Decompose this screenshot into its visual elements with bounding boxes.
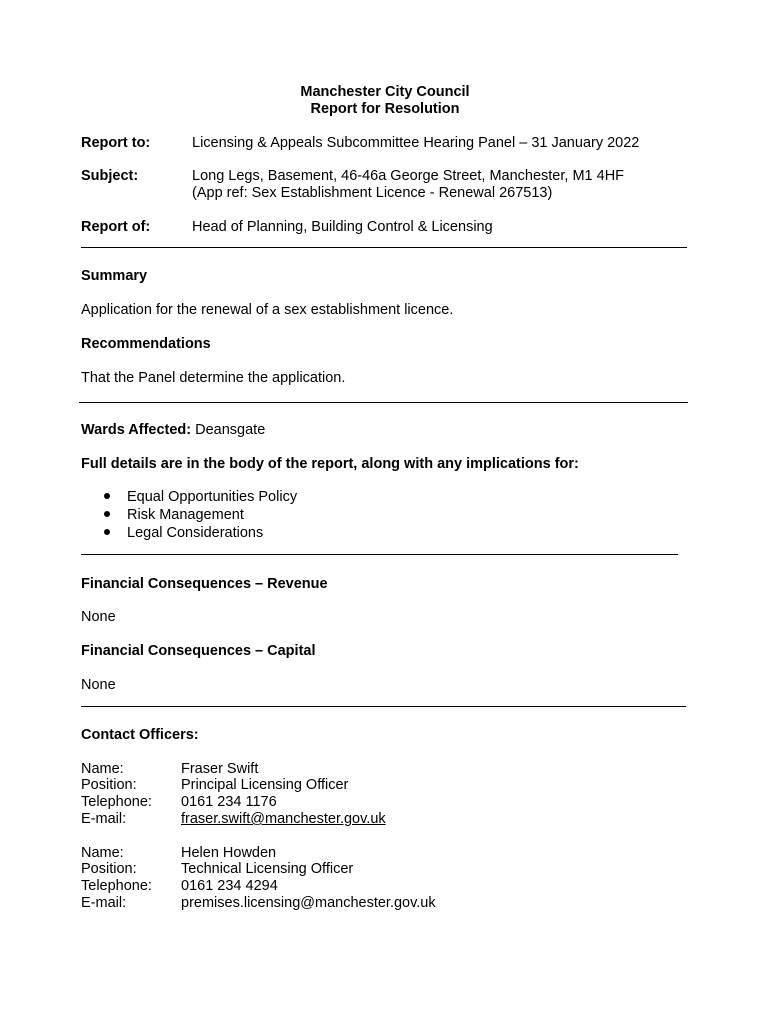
divider [81, 554, 678, 555]
subject-label: Subject: [81, 168, 139, 184]
council-name: Manchester City Council [300, 84, 470, 100]
report-of-label: Report of: [81, 219, 151, 235]
contact-email-label: E-mail: [81, 811, 127, 827]
divider [81, 247, 687, 248]
contact-telephone: 0161 234 4294 [181, 878, 278, 894]
report-type: Report for Resolution [310, 101, 460, 117]
contact-position-label: Position: [81, 861, 137, 877]
contact-email-link[interactable]: fraser.swift@manchester.gov.uk [181, 811, 386, 827]
bullet-icon [104, 511, 110, 517]
report-to-label: Report to: [81, 135, 151, 151]
contact-name: Helen Howden [181, 845, 277, 861]
contact-position: Principal Licensing Officer [181, 777, 349, 793]
implication-item: Legal Considerations [127, 525, 264, 541]
financial-capital-heading: Financial Consequences – Capital [81, 643, 316, 659]
contact-telephone: 0161 234 1176 [181, 794, 277, 810]
contact-position-label: Position: [81, 777, 137, 793]
contact-telephone-label: Telephone: [81, 878, 152, 894]
implication-item: Risk Management [127, 507, 244, 523]
implication-item: Equal Opportunities Policy [127, 489, 298, 505]
divider [79, 402, 688, 403]
financial-revenue-heading: Financial Consequences – Revenue [81, 576, 328, 592]
contact-position: Technical Licensing Officer [181, 861, 354, 877]
financial-capital-text: None [81, 677, 116, 693]
wards-affected [81, 422, 265, 439]
implications-heading: Full details are in the body of the report, along with any implications for: [81, 456, 579, 472]
contact-email: premises.licensing@manchester.gov.uk [181, 895, 436, 911]
contact-name-label: Name: [81, 761, 124, 777]
contact-email-label: E-mail: [81, 895, 127, 911]
recommendations-text: That the Panel determine the application. [81, 370, 346, 386]
financial-revenue-text: None [81, 609, 116, 625]
contacts-heading: Contact Officers: [81, 727, 199, 743]
bullet-icon [104, 529, 110, 535]
wards-label: Wards Affected: [81, 422, 192, 438]
contact-name-label: Name: [81, 845, 124, 861]
contact-name: Fraser Swift [181, 761, 259, 777]
subject-line-1: Long Legs, Basement, 46-46a George Street, Manchester, M1 4HF [192, 168, 625, 184]
subject-line-2: (App ref: Sex Establishment Licence - Renewal 267513) [192, 185, 553, 201]
report-to-value: Licensing & Appeals Subcommittee Hearing Panel – 31 January 2022 [192, 135, 640, 151]
wards-value: Deansgate [195, 422, 266, 438]
report-of-value: Head of Planning, Building Control & Licensing [192, 219, 493, 235]
bullet-icon [104, 493, 110, 499]
recommendations-heading: Recommendations [81, 336, 211, 352]
summary-heading: Summary [81, 268, 148, 284]
divider [81, 706, 686, 707]
contact-telephone-label: Telephone: [81, 794, 152, 810]
summary-text: Application for the renewal of a sex establishment licence. [81, 302, 454, 318]
